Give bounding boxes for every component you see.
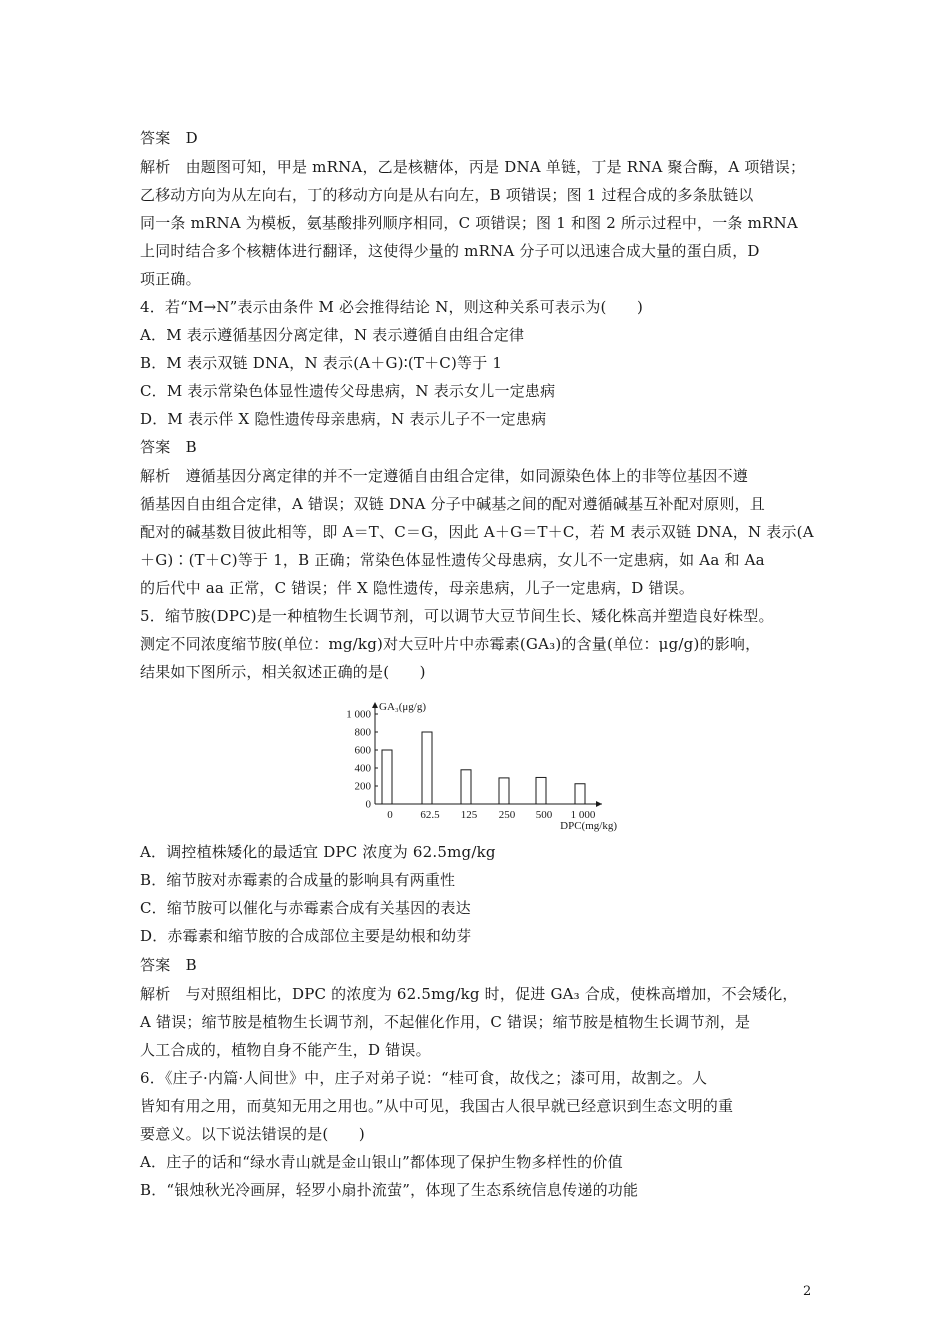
bar — [499, 778, 509, 804]
analysis-line: 上同时结合多个核糖体进行翻译，这使得少量的 mRNA 分子可以迅速合成大量的蛋白质，D — [140, 242, 760, 260]
analysis-line: 解析 遵循基因分离定律的并不一定遵循自由组合定律，如同源染色体上的非等位基因不遵 — [140, 467, 749, 485]
y-axis-arrow — [372, 702, 378, 708]
question-6-stem: 要意义。以下说法错误的是( ) — [140, 1125, 365, 1143]
y-tick-label: 200 — [354, 780, 371, 793]
option-a: A．调控植株矮化的最适宜 DPC 浓度为 62.5mg/kg — [140, 843, 496, 861]
analysis-line: 循基因自由组合定律，A 错误；双链 DNA 分子中碱基之间的配对遵循碱基互补配对原则，且 — [140, 495, 765, 513]
x-tick-label: 250 — [498, 809, 516, 821]
y-tick-label: 0 — [365, 798, 371, 811]
x-tick-label: 500 — [535, 809, 553, 821]
analysis-line: 乙移动方向为从左向右，丁的移动方向是从右向左，B 项错误；图 1 过程合成的多条肽链以 — [140, 186, 754, 204]
analysis-line: 配对的碱基数目彼此相等，即 A＝T、C＝G，因此 A＋G＝T＋C，若 M 表示双链 DNA，N 表示(A — [140, 523, 814, 541]
question-5-stem: 结果如下图所示，相关叙述正确的是( ) — [140, 663, 426, 681]
answer-label: 答案 D — [140, 129, 198, 147]
analysis-line: ＋G)∶(T＋C)等于 1，B 正确；常染色体显性遗传父母患病，女儿不一定患病，如 Aa 和 Aa — [140, 551, 765, 569]
bar — [422, 732, 432, 804]
option-b: B．M 表示双链 DNA，N 表示(A＋G)∶(T＋C)等于 1 — [140, 354, 503, 372]
x-tick-label: 0 — [387, 809, 393, 821]
analysis-line: 同一条 mRNA 为模板，氨基酸排列顺序相同，C 项错误；图 1 和图 2 所示过程中，一条 mRNA — [140, 214, 798, 232]
option-a: A．庄子的话和“绿水青山就是金山银山”都体现了保护生物多样性的价值 — [140, 1153, 623, 1171]
bar — [461, 770, 471, 804]
bar — [382, 750, 392, 804]
option-c: C．缩节胺可以催化与赤霉素合成有关基因的表达 — [140, 899, 471, 917]
answer-label: 答案 B — [140, 438, 197, 456]
question-6-stem: 6．《庄子·内篇·人间世》中，庄子对弟子说：“桂可食，故伐之；漆可用，故割之。人 — [140, 1069, 708, 1087]
y-tick-label: 1 000 — [346, 708, 371, 721]
y-tick-label: 600 — [354, 744, 371, 757]
question-5-stem: 5．缩节胺(DPC)是一种植物生长调节剂，可以调节大豆节间生长、矮化株高并塑造良好株型。 — [140, 607, 774, 625]
y-tick-label: 400 — [354, 762, 371, 775]
analysis-line: 解析 与对照组相比，DPC 的浓度为 62.5mg/kg 时，促进 GA₃ 合成，使株高增加，不会矮化， — [140, 985, 798, 1003]
x-axis-label: DPC(mg/kg) — [560, 820, 617, 832]
option-b: B．缩节胺对赤霉素的合成量的影响具有两重性 — [140, 871, 456, 889]
analysis-line: 项正确。 — [140, 270, 201, 288]
question-6-stem: 皆知有用之用，而莫知无用之用也。”从中可见，我国古人很早就已经意识到生态文明的重 — [140, 1097, 734, 1115]
bar — [575, 784, 585, 804]
analysis-line: 的后代中 aa 正常，C 错误；伴 X 隐性遗传，母亲患病，儿子一定患病，D 错误。 — [140, 579, 695, 597]
x-tick-label: 1 000 — [570, 809, 596, 821]
analysis-line: 人工合成的，植物自身不能产生，D 错误。 — [140, 1041, 431, 1059]
question-5-stem: 测定不同浓度缩节胺(单位：mg/kg)对大豆叶片中赤霉素(GA₃)的含量(单位：μg/g)的影响， — [140, 635, 761, 653]
analysis-line: A 错误；缩节胺是植物生长调节剂，不起催化作用，C 错误；缩节胺是植物生长调节剂，是 — [140, 1013, 751, 1031]
option-d: D．赤霉素和缩节胺的合成部位主要是幼根和幼芽 — [140, 927, 472, 945]
analysis-line: 解析 由题图可知，甲是 mRNA，乙是核糖体，丙是 DNA 单链，丁是 RNA 聚合酶，A 项错误； — [140, 158, 806, 176]
x-tick-label: 62.5 — [420, 809, 440, 821]
ga3-bar-chart — [330, 698, 620, 838]
answer-label: 答案 B — [140, 956, 197, 974]
option-d: D．M 表示伴 X 隐性遗传母亲患病，N 表示儿子不一定患病 — [140, 410, 547, 428]
option-b: B．“银烛秋光冷画屏，轻罗小扇扑流萤”，体现了生态系统信息传递的功能 — [140, 1181, 639, 1199]
page-number: 2 — [803, 1284, 812, 1299]
option-a: A．M 表示遵循基因分离定律，N 表示遵循自由组合定律 — [140, 326, 525, 344]
question-4-stem: 4．若“M→N”表示由条件 M 必会推得结论 N，则这种关系可表示为( ) — [140, 298, 644, 316]
x-tick-label: 125 — [460, 809, 478, 821]
y-axis-label: GA₃(μg/g) — [379, 701, 427, 713]
y-tick-label: 800 — [354, 726, 371, 739]
bar — [536, 777, 546, 804]
x-axis-arrow — [596, 801, 602, 807]
option-c: C．M 表示常染色体显性遗传父母患病，N 表示女儿一定患病 — [140, 382, 556, 400]
